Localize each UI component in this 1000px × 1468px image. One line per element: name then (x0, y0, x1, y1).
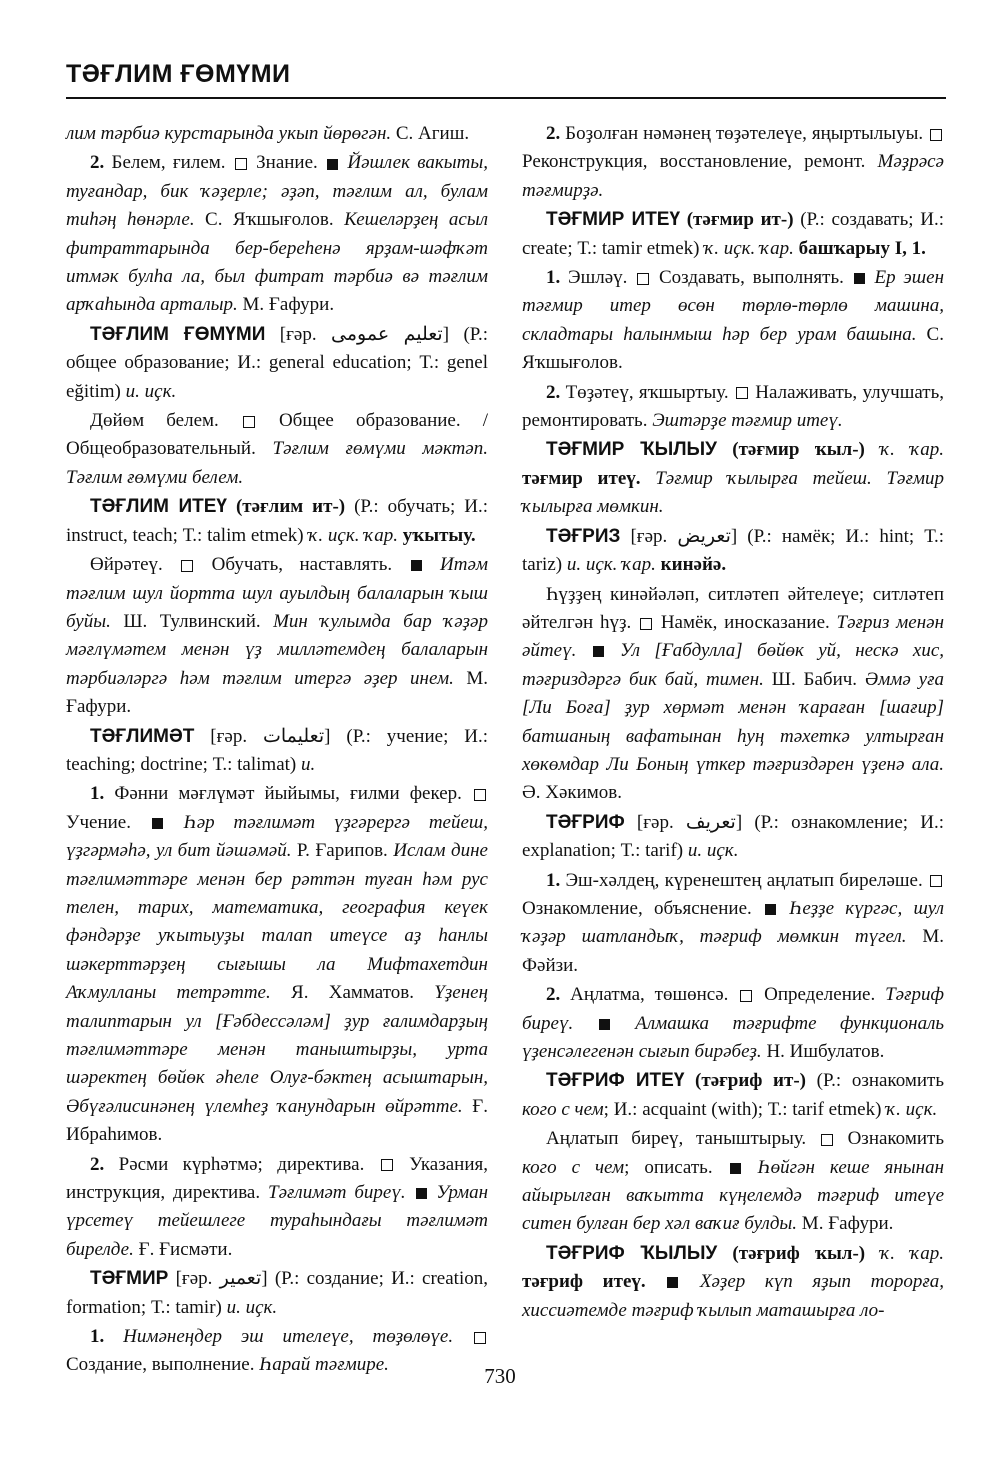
black-square-icon (411, 560, 422, 571)
black-square-icon (730, 1163, 741, 1174)
entry-paragraph: 2. Аңлатма, төшөнсә. Определение. Тәғриф биреү. Алмашка тәғрифте функциональ үҙенсәлегенән сығып бирәбеҙ. Н. Ишбулатов. (522, 984, 944, 1062)
entry-paragraph: 2. Белем, ғилем. Знание. Йәшлек вакыты, туғандар, бик ҡәҙерле; әҙәп, тәғлим ал, булам тиһәң һөнәрле. С. Яҡшығолов. Кешеләрҙең асыл фитраттарында бер-береһенә ярҙам-шәфҡәт итмәк булһа ла, был фитрат тәрбиә вә тәғлим арҡаһында арталыр. М. Ғафури. (66, 152, 488, 316)
entry-paragraph: ТӘҒРИЗ [ғәр. تعريض] (Р.: намёк; И.: hint; Т.: tariz) и. иҫк. ҡар. кинәйә. (522, 525, 944, 576)
black-square-icon (593, 646, 604, 657)
white-square-icon (381, 1159, 393, 1171)
white-square-icon (243, 416, 255, 428)
black-square-icon (667, 1277, 678, 1288)
page-header (66, 60, 946, 99)
black-square-icon (599, 1019, 610, 1030)
white-square-icon (736, 387, 748, 399)
entry-paragraph: Һүҙҙең кинәйәләп, ситләтеп әйтелеүе; ситләтеп әйтелгән һүҙ. Намёк, иносказание. Тәғриз менән әйтеү. Ул [Ғабдулла] бөйөк уй, нескә хис, тәғриздәргә бик бай, тимен. Ш. Бабич. Әммә уға [Ли Боға] ҙур хөрмәт менән ҡараған [шағир] батшаның вафатынан һуң тәхеткә ултырған хөкөмдар Ли Боның үткер тәғриздәрен үҙенә ала. Ә. Хәкимов. (522, 583, 945, 804)
right-column (522, 120, 944, 1326)
white-square-icon (930, 875, 942, 887)
black-square-icon (327, 159, 338, 170)
white-square-icon (640, 618, 652, 630)
black-square-icon (765, 904, 776, 915)
entry-paragraph: ТӘҒМИР ИТЕҮ (тәғмир ит-) (Р.: создавать; И.: create; Т.: tamir etmek) ҡ. иҫк. ҡар. башҡарыу I, 1. (522, 209, 944, 259)
white-square-icon (235, 158, 247, 170)
entry-paragraph: ТӘҒЛИМ ҒӨМҮМИ [ғәр. تعليم عمومى] (Р.: общее образование; И.: general education; Т.: genel eğitim) и. иҫк. (66, 323, 488, 402)
running-head: ТӘҒЛИМ ҒӨМҮМИ (66, 60, 291, 88)
white-square-icon (821, 1134, 833, 1146)
entry-paragraph: ТӘҒРИФ ҠЫЛЫУ (тәғриф ҡыл-) ҡ. ҡар. тәғриф итеү. Хәҙер күп яҙып торорға, хиссиәтемде тәғриф ҡылып маташырға ло- (522, 1242, 945, 1321)
entry-paragraph: Өйрәтеү. Обучать, наставлять. Итәм тәғлим шул йортта шул ауылдың балаларын ҡыш буйы. Ш. Тулвинский. Мин ҡулымда бар ҡәҙәр мәғлүмәтем менән үҙ милләтемдең балаларын тәрбиәләргә һәм тәғлим итергә әҙер инем. М. Ғафури. (66, 554, 489, 718)
left-column (66, 120, 488, 1381)
entry-paragraph: 1. Эш-хәлдең, күренештең аңлатып биреләше. Ознакомление, объяснение. Һеҙҙе күргәс, шул ҡәҙәр шатландыҡ, тәғриф мөмкин түгел. М. Фәйзи. (522, 869, 944, 976)
white-square-icon (930, 129, 942, 141)
entry-paragraph: Дөйөм белем. Общее образование. / Общеобразовательный. Тәғлим ғөмүми мәктәп. Тәғлим ғөмүми белем. (66, 410, 488, 488)
entry-paragraph: 1. Нимәнеңдер эш ителеүе, төҙөлөүе. Создание, выполнение. Һарай тәғмире. (66, 1323, 488, 1380)
entry-paragraph: ТӘҒМИР [ғәр. تعمير] (Р.: создание; И.: creation, formation; Т.: tamir) и. иҫк. (66, 1268, 488, 1318)
entry-paragraph: 1. Фәнни мәғлүмәт йыйымы, ғилми фекер. Учение. Һәр тәғлимәт үҙгәрергә тейеш, үҙгәрмәһә, ул бит йәшәмәй. Р. Ғарипов. Ислам дине тәғлимәттәре менән бер рәттән туған һәм рус телен, тарих, математика, география кеүек фәндәрҙе уҡытыуҙы талап итеүсе аҙ һанлы шәкерттәрҙең сығышы ла Мифтахетдин Аҡмулланы тетрәтте. Я. Хамматов. Үҙенең талиптарын ул [Ғәбдессәләм] ҙур ғалимдарҙың тәғлимәттәре менән таныштырҙы, урта шәректең бөйөк әһеле Олуғ-бәктең асыштарын, Әбүғәлисинәнең үлемһеҙ ҡанундарын өйрәтте. Ғ. Ибраһимов. (66, 783, 489, 1146)
entry-paragraph: ТӘҒРИФ ИТЕҮ (тәғриф ит-) (Р.: ознакомить кого с чем; И.: acquaint (with); Т.: tarif etmek) ҡ. иҫк. (522, 1070, 944, 1120)
black-square-icon (152, 818, 163, 829)
black-square-icon (416, 1188, 427, 1199)
white-square-icon (637, 273, 649, 285)
entry-paragraph: 2. Төҙәтеү, яҡшыртыу. Налаживать, улучшать, ремонтировать. Эштәрҙе тәғмир итеү. (522, 381, 945, 432)
entry-paragraph: ТӘҒЛИМӘТ [ғәр. تعليمات] (Р.: учение; И.: teaching; doctrine; Т.: talimat) и. (66, 725, 488, 775)
entry-paragraph: Аңлатып биреү, таныштырыу. Ознакомить кого с чем; описать. Һөйгән кеше янынан айырылған ваҡытта күңелемдә тәғриф итеүе ситен булған бер хәл ваҡиғ булды. М. Ғафури. (522, 1128, 944, 1235)
entry-paragraph: лим тәрбиә курстарында укып йөрөгән. С. Агиш. (66, 123, 470, 144)
entry-paragraph: 2. Рәсми күрһәтмә; директива. Указания, инструкция, директива. Тәғлимәт биреү. Урман үрсетеү тейешлеге тураһындағы тәғлимәт бирелде. Ғ. Ғисмәти. (66, 1153, 489, 1260)
white-square-icon (181, 560, 193, 572)
entry-paragraph: ТӘҒЛИМ ИТЕҮ (тәғлим ит-) (Р.: обучать; И.: instruct, teach; Т.: talim etmek) ҡ. иҫк. ҡар. уҡытыу. (66, 496, 488, 546)
header-rule (66, 97, 946, 99)
white-square-icon (740, 990, 752, 1002)
entry-paragraph: ТӘҒРИФ [ғәр. تعريف] (Р.: ознакомление; И.: explanation; Т.: tarif) и. иҫк. (522, 811, 944, 862)
white-square-icon (474, 1332, 486, 1344)
white-square-icon (474, 789, 486, 801)
entry-paragraph: 1. Эшләү. Создавать, выполнять. Ер эшен тәғмир итер өсөн төрлө-төрлө машина, складтары һалынмыш һәр бер урам башына. С. Яҡшығолов. (522, 267, 945, 374)
entry-paragraph: ТӘҒМИР ҠЫЛЫУ (тәғмир ҡыл-) ҡ. ҡар. тәғмир итеү. Тәғмир ҡылырға тейеш. Тәғмир ҡылырға мөмкин. (522, 439, 944, 518)
entry-paragraph: 2. Боҙолған нәмәнең төҙәтелеүе, яңыртылыуы. Реконструкция, восстановление, ремонт. Мәҙрәсә тәғмирҙә. (522, 123, 944, 201)
page-number: 730 (484, 1364, 516, 1388)
black-square-icon (854, 273, 865, 284)
